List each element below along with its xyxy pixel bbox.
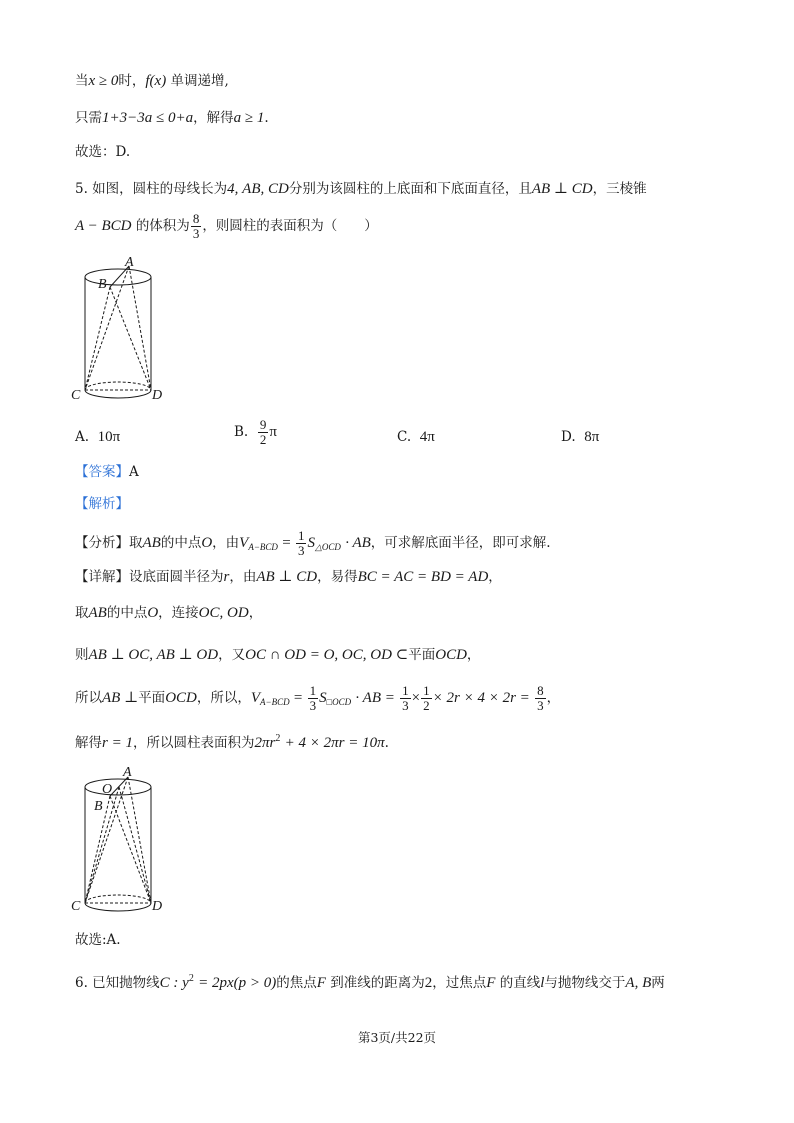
subscript: △OCD bbox=[314, 542, 341, 552]
label-b: B bbox=[98, 277, 107, 292]
text: ， bbox=[248, 605, 263, 621]
text: ，三棱锥 bbox=[592, 181, 647, 197]
label-o: O bbox=[102, 782, 113, 797]
math: 2 bbox=[424, 975, 433, 991]
text-line bbox=[75, 142, 130, 162]
math: O bbox=[147, 605, 159, 621]
math: r = 1 bbox=[102, 735, 133, 751]
option-value: π bbox=[269, 424, 277, 440]
option-value: 4π bbox=[419, 429, 435, 445]
numerator: 1 bbox=[423, 683, 430, 698]
numerator: 1 bbox=[402, 683, 409, 698]
option-value: 10π bbox=[97, 429, 121, 445]
math: OCD bbox=[435, 647, 467, 663]
text: ，由 bbox=[229, 569, 257, 585]
text: 只需 bbox=[75, 110, 102, 126]
superscript: 2 bbox=[188, 973, 194, 984]
math: f(x) bbox=[145, 73, 167, 89]
text: ，所以， bbox=[196, 690, 251, 706]
subscript: A−BCD bbox=[260, 697, 290, 707]
text: ，连接 bbox=[158, 605, 199, 621]
option-a[interactable] bbox=[75, 427, 120, 447]
answer-value: A bbox=[129, 464, 139, 480]
math: · AB bbox=[345, 535, 371, 551]
math: = 2px(p > 0) bbox=[198, 975, 277, 991]
math: BC = AC = BD = AD bbox=[357, 569, 489, 585]
math: AB ⊥ OC, AB ⊥ OD bbox=[88, 647, 219, 663]
math: F bbox=[486, 975, 496, 991]
math: S bbox=[307, 535, 315, 551]
text: ， bbox=[466, 647, 481, 663]
subscript: □OCD bbox=[326, 697, 352, 707]
xiangjie-line-5 bbox=[75, 729, 389, 753]
text: ，可求解底面半径，即可求解. bbox=[370, 535, 551, 551]
bottom-front-arc bbox=[85, 903, 151, 911]
math: AB ⊥ CD bbox=[256, 569, 318, 585]
edge-bd bbox=[110, 287, 151, 390]
text-line bbox=[75, 108, 269, 128]
top-ellipse bbox=[85, 269, 151, 285]
analysis-heading bbox=[75, 494, 129, 514]
text: 的体积为 bbox=[135, 218, 190, 234]
math: r bbox=[223, 569, 230, 585]
option-label: A. bbox=[75, 429, 90, 445]
text: 的直线 bbox=[499, 975, 541, 991]
subscript: A−BCD bbox=[248, 542, 278, 552]
math: S bbox=[319, 690, 327, 706]
math: AB ⊥ bbox=[102, 690, 139, 706]
label-a: A bbox=[125, 255, 134, 270]
numerator: 9 bbox=[259, 417, 267, 432]
numerator: 1 bbox=[297, 528, 305, 543]
option-value: 8π bbox=[584, 429, 600, 445]
text: ，又 bbox=[218, 647, 246, 663]
numerator: 8 bbox=[537, 683, 544, 698]
denominator: 2 bbox=[423, 698, 430, 713]
text: 解得 bbox=[75, 735, 102, 751]
math: AB bbox=[142, 535, 161, 551]
math: · AB = bbox=[355, 690, 395, 706]
option-b[interactable] bbox=[234, 418, 277, 447]
answer-tag: 【答案】 bbox=[75, 464, 129, 480]
math: 4, AB, CD bbox=[227, 181, 289, 197]
fraction bbox=[421, 684, 432, 713]
denominator: 3 bbox=[297, 543, 305, 558]
question-stem bbox=[75, 179, 647, 199]
math: O bbox=[201, 535, 213, 551]
text: 的焦点 bbox=[276, 975, 317, 991]
text: 分别为该圆柱的上底面和下底面直径，且 bbox=[288, 181, 532, 197]
bottom-back-arc bbox=[85, 895, 151, 903]
text: 设底面圆半径为 bbox=[129, 569, 224, 585]
text: 的中点 bbox=[160, 535, 202, 551]
text: 与抛物线交于 bbox=[544, 975, 626, 991]
math: A − BCD bbox=[75, 218, 132, 234]
fraction bbox=[296, 529, 307, 558]
fraction bbox=[258, 418, 269, 447]
math: AB ⊥ CD bbox=[531, 181, 593, 197]
choose-line bbox=[75, 930, 121, 950]
math: x ≥ 0 bbox=[88, 73, 119, 89]
text: 单调递增, bbox=[170, 73, 229, 89]
xiangjie-tag: 【详解】 bbox=[75, 569, 129, 585]
text: 时， bbox=[118, 73, 146, 89]
numerator: 8 bbox=[192, 211, 200, 226]
math: × 2r × 4 × 2r = bbox=[432, 690, 530, 706]
text: 故选：D. bbox=[75, 144, 131, 160]
text: 当 bbox=[75, 73, 89, 89]
math: a ≥ 1 bbox=[233, 110, 265, 126]
text-line bbox=[75, 71, 229, 91]
text: ，所以圆柱表面积为 bbox=[132, 735, 255, 751]
math: AB bbox=[88, 605, 107, 621]
denominator: 3 bbox=[537, 698, 544, 713]
option-d[interactable] bbox=[561, 427, 599, 447]
math: V bbox=[239, 535, 249, 551]
text: 取 bbox=[75, 605, 89, 621]
math: = bbox=[282, 535, 291, 551]
denominator: 3 bbox=[192, 226, 200, 241]
text: ，由 bbox=[212, 535, 240, 551]
text: ，过焦点 bbox=[432, 975, 487, 991]
text: 取 bbox=[129, 535, 143, 551]
label-c: C bbox=[71, 899, 81, 914]
analysis-tag: 【解析】 bbox=[75, 496, 129, 512]
math: 2πr bbox=[254, 735, 276, 751]
cylinder-figure-with-midpoint bbox=[70, 763, 170, 923]
fraction bbox=[535, 684, 546, 713]
option-label: B. bbox=[234, 424, 249, 440]
text: 平面 bbox=[138, 690, 166, 706]
denominator: 3 bbox=[309, 698, 317, 713]
edge-bc bbox=[85, 287, 110, 390]
denominator: 3 bbox=[402, 698, 409, 713]
fraction bbox=[308, 684, 319, 713]
math: A, B bbox=[625, 975, 652, 991]
fraction bbox=[191, 212, 202, 241]
denominator: 2 bbox=[259, 432, 267, 447]
fenxi-line bbox=[75, 529, 551, 558]
text: 两 bbox=[651, 975, 665, 991]
math: OC, OD bbox=[198, 605, 249, 621]
xiangjie-line-1 bbox=[75, 567, 502, 587]
answer-line bbox=[75, 462, 139, 482]
question-6-stem bbox=[75, 969, 665, 993]
bottom-front-arc bbox=[85, 390, 151, 398]
text: ， bbox=[488, 569, 502, 585]
numerator: 1 bbox=[309, 683, 317, 698]
text: 则 bbox=[75, 647, 89, 663]
xiangjie-line-3 bbox=[75, 645, 480, 665]
cylinder-figure bbox=[70, 255, 170, 410]
question-stem bbox=[75, 212, 378, 241]
text: 5. 如图，圆柱的母线长为 bbox=[75, 181, 228, 197]
math: l bbox=[540, 975, 545, 991]
text: 6. 已知抛物线 bbox=[75, 975, 160, 991]
text: . bbox=[384, 735, 389, 751]
label-b: B bbox=[94, 799, 103, 814]
math: 1+3−3a ≤ 0+a bbox=[102, 110, 194, 126]
text: ，解得 bbox=[193, 110, 234, 126]
text: ， bbox=[546, 690, 561, 706]
fraction bbox=[400, 684, 411, 713]
page-footer: 第3页/共22页 bbox=[357, 1030, 437, 1045]
label-a: A bbox=[123, 765, 132, 780]
xiangjie-line-4 bbox=[75, 684, 560, 713]
text: ，易得 bbox=[317, 569, 358, 585]
label-c: C bbox=[71, 388, 81, 403]
text: 故选:A. bbox=[75, 932, 121, 948]
math: = bbox=[293, 690, 303, 706]
math: × bbox=[411, 690, 421, 706]
text: ，则圆柱的表面积为（ ） bbox=[202, 218, 378, 234]
label-d: D bbox=[152, 899, 163, 914]
fenxi-tag: 【分析】 bbox=[75, 535, 129, 551]
bottom-back-arc bbox=[85, 382, 151, 390]
option-label: D. bbox=[561, 429, 576, 445]
math: + 4 × 2πr = 10π bbox=[284, 735, 385, 751]
text: . bbox=[264, 110, 269, 126]
math: C : y bbox=[159, 975, 189, 991]
text: 的中点 bbox=[106, 605, 148, 621]
math: F bbox=[316, 975, 326, 991]
xiangjie-line-2 bbox=[75, 603, 262, 623]
edge-ad bbox=[128, 777, 151, 903]
math: OCD bbox=[165, 690, 197, 706]
math: V bbox=[250, 690, 261, 706]
edge-od bbox=[119, 787, 151, 903]
text: 平面 bbox=[408, 647, 436, 663]
superscript: 2 bbox=[275, 733, 281, 744]
text: 到准线的距离为 bbox=[330, 975, 425, 991]
math: OC ∩ OD = O, OC, OD ⊂ bbox=[245, 647, 409, 663]
label-d: D bbox=[152, 388, 163, 403]
text: 所以 bbox=[75, 690, 102, 706]
option-label: C. bbox=[397, 429, 412, 445]
option-c[interactable] bbox=[397, 427, 435, 447]
